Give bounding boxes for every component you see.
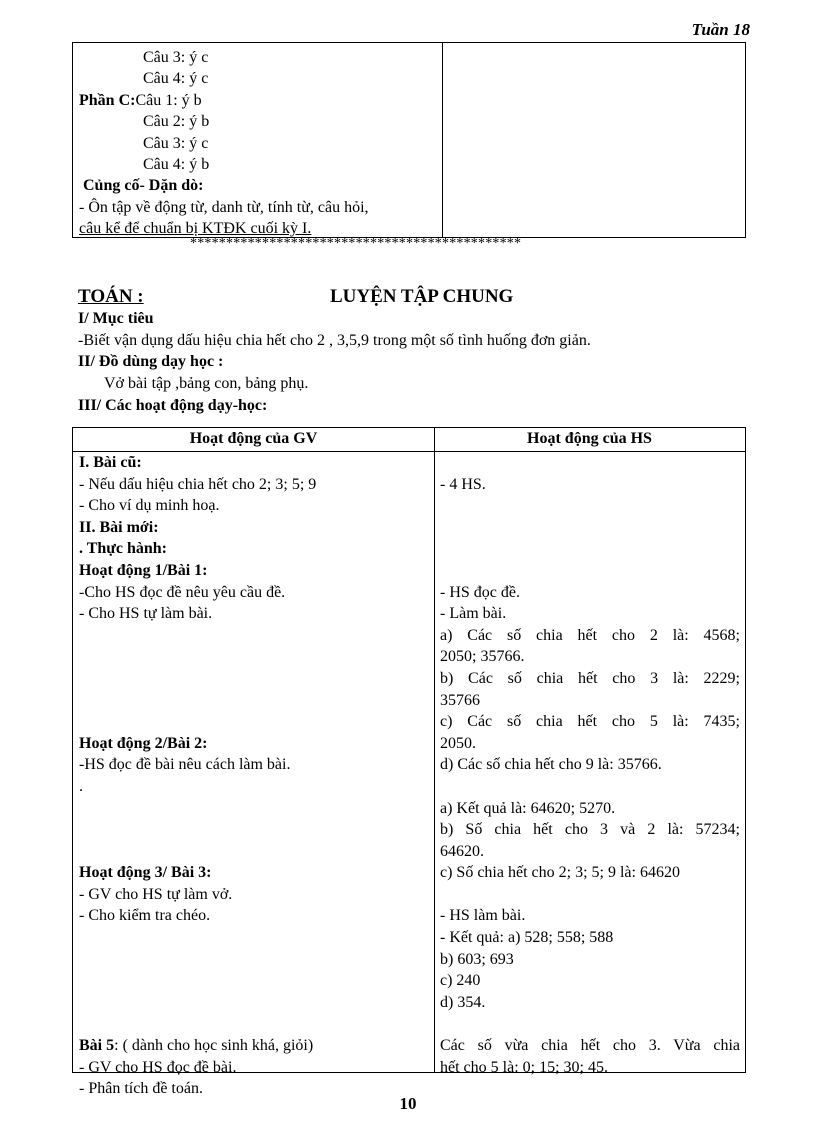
lesson-title: LUYỆN TẬP CHUNG <box>330 286 514 307</box>
teacher-activity-line <box>79 690 429 712</box>
teacher-activity-line: . Thực hành: <box>79 540 168 558</box>
student-activity-line: hết cho 5 là: 0; 15; 30; 45. <box>440 1058 608 1076</box>
answer-line <box>79 111 441 132</box>
teacher-activity-line: - GV cho HS đọc đề bài. <box>79 1058 237 1076</box>
teacher-activity-line <box>79 798 429 820</box>
teacher-activity-line: - Phân tích đề toán. <box>79 1080 203 1098</box>
student-activity-line <box>440 517 740 539</box>
consolidation-text: - Ôn tập về động từ, danh từ, tính từ, câu hỏi, <box>79 198 369 216</box>
teacher-activity-line <box>79 668 429 690</box>
student-activity-line <box>440 1013 740 1035</box>
teacher-activity-line <box>79 711 429 733</box>
student-activities <box>440 452 740 1078</box>
column-divider <box>434 428 435 1072</box>
exercise-label: Bài 5 <box>79 1037 115 1055</box>
review-answer-list <box>79 47 441 240</box>
teacher-activity-line: -HS đọc đề bài nêu cách làm bài. <box>79 756 291 774</box>
teacher-activity-line <box>79 1013 429 1035</box>
answer-line <box>79 90 441 111</box>
teacher-activity-line: II. Bài mới: <box>79 518 159 536</box>
section-separator: ********************************************** <box>190 236 522 251</box>
teacher-activity-line: -Cho HS đọc đề nêu yêu cầu đề. <box>79 583 286 601</box>
teacher-activity-line <box>79 927 429 949</box>
student-activity-line: 64620. <box>440 842 484 860</box>
student-activity-line <box>440 452 740 474</box>
teacher-activity-line: - Cho ví dụ minh hoạ. <box>79 497 220 515</box>
part-label: Phần C: <box>79 91 136 109</box>
teacher-activity-line: - Cho HS tự làm bài. <box>79 605 213 623</box>
teacher-activity-line: - Cho kiểm tra chéo. <box>79 907 211 925</box>
teacher-activity-line: - Nếu dấu hiệu chia hết cho 2; 3; 5; 9 <box>79 475 317 493</box>
consolidation-heading: Củng cố- Dặn dò: <box>83 177 204 195</box>
answer-line <box>79 154 441 175</box>
student-activity-line: a) Các số chia hết cho 2 là: 4568; <box>440 626 740 644</box>
teacher-activity-line <box>79 819 429 841</box>
answer-text: Câu 4: ý b <box>143 155 210 173</box>
activities-heading: III/ Các hoạt động dạy-học: <box>78 397 268 414</box>
answer-line <box>79 47 441 68</box>
student-activity-line: b) Các số chia hết cho 3 là: 2229; <box>440 669 740 687</box>
student-column-header: Hoạt động của HS <box>527 430 652 447</box>
teacher-activity-line <box>79 949 429 971</box>
student-activity-line <box>440 495 740 517</box>
student-activity-line <box>440 538 740 560</box>
student-activity-line: a) Kết quả là: 64620; 5270. <box>440 799 616 817</box>
subject-title: TOÁN : <box>78 286 144 307</box>
teacher-activity-line <box>79 646 429 668</box>
student-activity-line <box>440 776 740 798</box>
consolidation-text-underlined: câu kể để chuẩn bị KTĐK cuối kỳ I. <box>79 220 312 238</box>
answer-text: Câu 4: ý c <box>143 70 209 88</box>
answer-text: Câu 2: ý b <box>143 113 210 131</box>
student-activity-line: c) 240 <box>440 972 481 990</box>
teacher-activity-line: Hoạt động 3/ Bài 3: <box>79 864 212 882</box>
week-label: Tuần 18 <box>691 20 750 39</box>
teacher-activity-line: Hoạt động 2/Bài 2: <box>79 734 208 752</box>
student-activity-line: - HS làm bài. <box>440 907 526 925</box>
student-activity-line <box>440 560 740 582</box>
student-activity-line: 2050; 35766. <box>440 648 525 666</box>
teacher-activity-line <box>79 841 429 863</box>
answer-text: Câu 3: ý c <box>143 134 209 152</box>
page-number: 10 <box>399 1094 417 1113</box>
student-activity-line: d) Các số chia hết cho 9 là: 35766. <box>440 756 662 774</box>
student-activity-line: b) 603; 693 <box>440 950 514 968</box>
materials-heading: II/ Đồ dùng dạy học : <box>78 353 224 370</box>
teacher-activity-line <box>79 1035 429 1057</box>
answer-text: Câu 1: ý b <box>135 91 202 109</box>
teacher-activity-line: . <box>79 777 83 795</box>
objectives-heading: I/ Mục tiêu <box>78 310 154 327</box>
student-activity-line: - Kết quả: a) 528; 558; 588 <box>440 929 614 947</box>
column-divider <box>442 43 443 237</box>
student-activity-line <box>440 884 740 906</box>
exercise-note: : ( dành cho học sinh khá, giỏi) <box>114 1037 314 1055</box>
student-activity-line: b) Số chia hết cho 3 và 2 là: 57234; <box>440 821 740 839</box>
teacher-activity-line: Hoạt động 1/Bài 1: <box>79 561 208 579</box>
answer-line <box>79 68 441 89</box>
materials-text: Vở bài tập ,bảng con, bảng phụ. <box>104 375 309 392</box>
teacher-activity-line <box>79 992 429 1014</box>
answer-line <box>79 133 441 154</box>
objective-text: -Biết vận dụng dấu hiệu chia hết cho 2 , 3,5,9 trong một số tình huống đơn giản. <box>78 332 591 349</box>
teacher-activities <box>79 452 429 1100</box>
student-activity-line: d) 354. <box>440 993 486 1011</box>
student-activity-line: - 4 HS. <box>440 475 486 493</box>
activity-table <box>72 427 746 1098</box>
teacher-activity-line <box>79 625 429 647</box>
teacher-column-header: Hoạt động của GV <box>189 430 318 447</box>
teacher-activity-line: - GV cho HS tự làm vở. <box>79 885 233 903</box>
answer-text: Câu 3: ý c <box>143 49 209 66</box>
student-activity-line: Các số vừa chia hết cho 3. Vừa chia <box>440 1037 740 1055</box>
student-activity-line: c) Số chia hết cho 2; 3; 5; 9 là: 64620 <box>440 864 680 882</box>
student-activity-line: 2050. <box>440 734 476 752</box>
review-table <box>72 42 746 238</box>
teacher-activity-line <box>79 970 429 992</box>
student-activity-line: - Làm bài. <box>440 605 507 623</box>
teacher-activity-line: I. Bài cũ: <box>79 454 142 471</box>
student-activity-line: - HS đọc đề. <box>440 583 520 601</box>
student-activity-line: c) Các số chia hết cho 5 là: 7435; <box>440 713 740 731</box>
student-activity-line: 35766 <box>440 691 480 709</box>
